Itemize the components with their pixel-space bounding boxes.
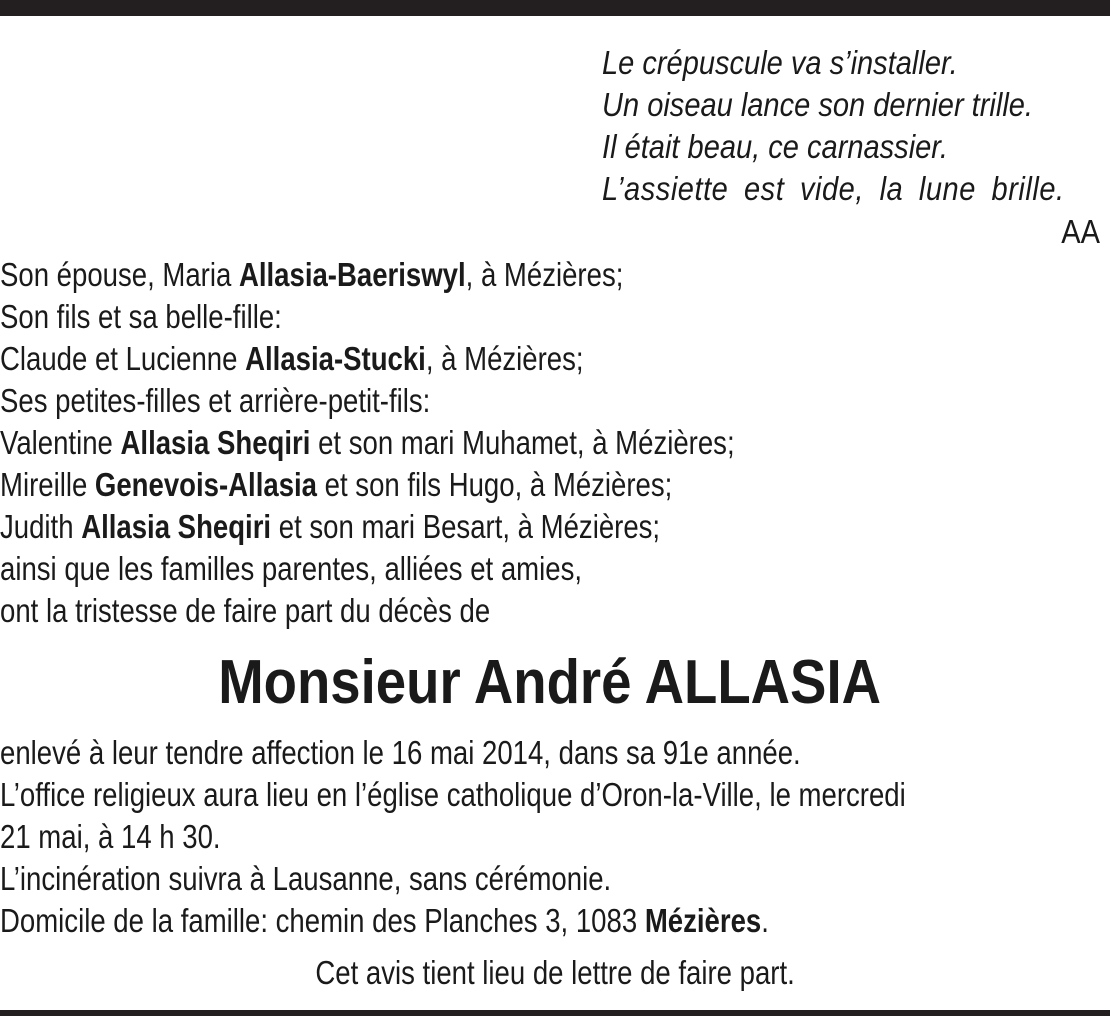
family-line [0, 506, 735, 548]
family-line-text: ont la tristesse de faire part du décès de [0, 592, 491, 629]
family-name: Allasia-Stucki [245, 340, 426, 377]
poem-line: Le crépuscule va s’installer. [602, 44, 958, 81]
deceased-name [0, 645, 1110, 721]
details-line: 21 mai, à 14 h 30. [0, 818, 221, 855]
family-line-text: , à Mézières; [465, 256, 624, 293]
closing-note [0, 952, 1110, 994]
family-line-text: Son fils et sa belle-fille: [0, 298, 282, 335]
poem-line: L’assiette est vide, la lune brille. [602, 170, 1065, 207]
family-name: Allasia Sheqiri [81, 508, 272, 545]
closing-note-text: Cet avis tient lieu de lettre de faire part. [315, 954, 795, 991]
poem [602, 42, 1100, 210]
family-line [0, 590, 735, 632]
family-line-text: Valentine [0, 424, 121, 461]
family-list [0, 254, 735, 632]
family-line-text: Claude et Lucienne [0, 340, 246, 377]
poem-signature: AA [1061, 213, 1100, 250]
top-border [0, 0, 1110, 16]
deceased-name-text: Monsieur André ALLASIA [218, 648, 882, 717]
details-line: L’incinération suivra à Lausanne, sans cérémonie. [0, 860, 612, 897]
bottom-border [0, 1010, 1110, 1016]
family-line-text: Judith [0, 508, 82, 545]
poem-line: Il était beau, ce carnassier. [602, 128, 948, 165]
family-line [0, 296, 735, 338]
details-line-text: Domicile de la famille: chemin des Planches 3, 1083 [0, 902, 645, 939]
family-line-text: Mireille [0, 466, 95, 503]
details-line: L’office religieux aura lieu en l’église catholique d’Oron-la-Ville, le mercredi [0, 776, 906, 813]
details-line [0, 900, 906, 942]
family-line [0, 548, 735, 590]
family-line-text: Ses petites-filles et arrière-petit-fils: [0, 382, 431, 419]
family-line [0, 338, 735, 380]
family-line-text: et son mari Muhamet, à Mézières; [310, 424, 735, 461]
family-name: Genevois-Allasia [94, 466, 317, 503]
family-line [0, 464, 735, 506]
family-line [0, 254, 735, 296]
poem-line: Un oiseau lance son dernier trille. [602, 86, 1033, 123]
family-name: Allasia Sheqiri [120, 424, 311, 461]
family-name: Allasia-Baeriswyl [238, 256, 466, 293]
family-line-text: ainsi que les familles parentes, alliées et amies, [0, 550, 583, 587]
family-line [0, 422, 735, 464]
family-line-text: et son fils Hugo, à Mézières; [316, 466, 673, 503]
family-domicile-town: Mézières [644, 902, 762, 939]
family-line-text: Son épouse, Maria [0, 256, 239, 293]
family-line-text: , à Mézières; [425, 340, 584, 377]
family-line-text: et son mari Besart, à Mézières; [271, 508, 661, 545]
details-line-text: . [761, 902, 769, 939]
family-line [0, 380, 735, 422]
funeral-details [0, 732, 906, 942]
details-line: enlevé à leur tendre affection le 16 mai 2014, dans sa 91e année. [0, 734, 801, 771]
